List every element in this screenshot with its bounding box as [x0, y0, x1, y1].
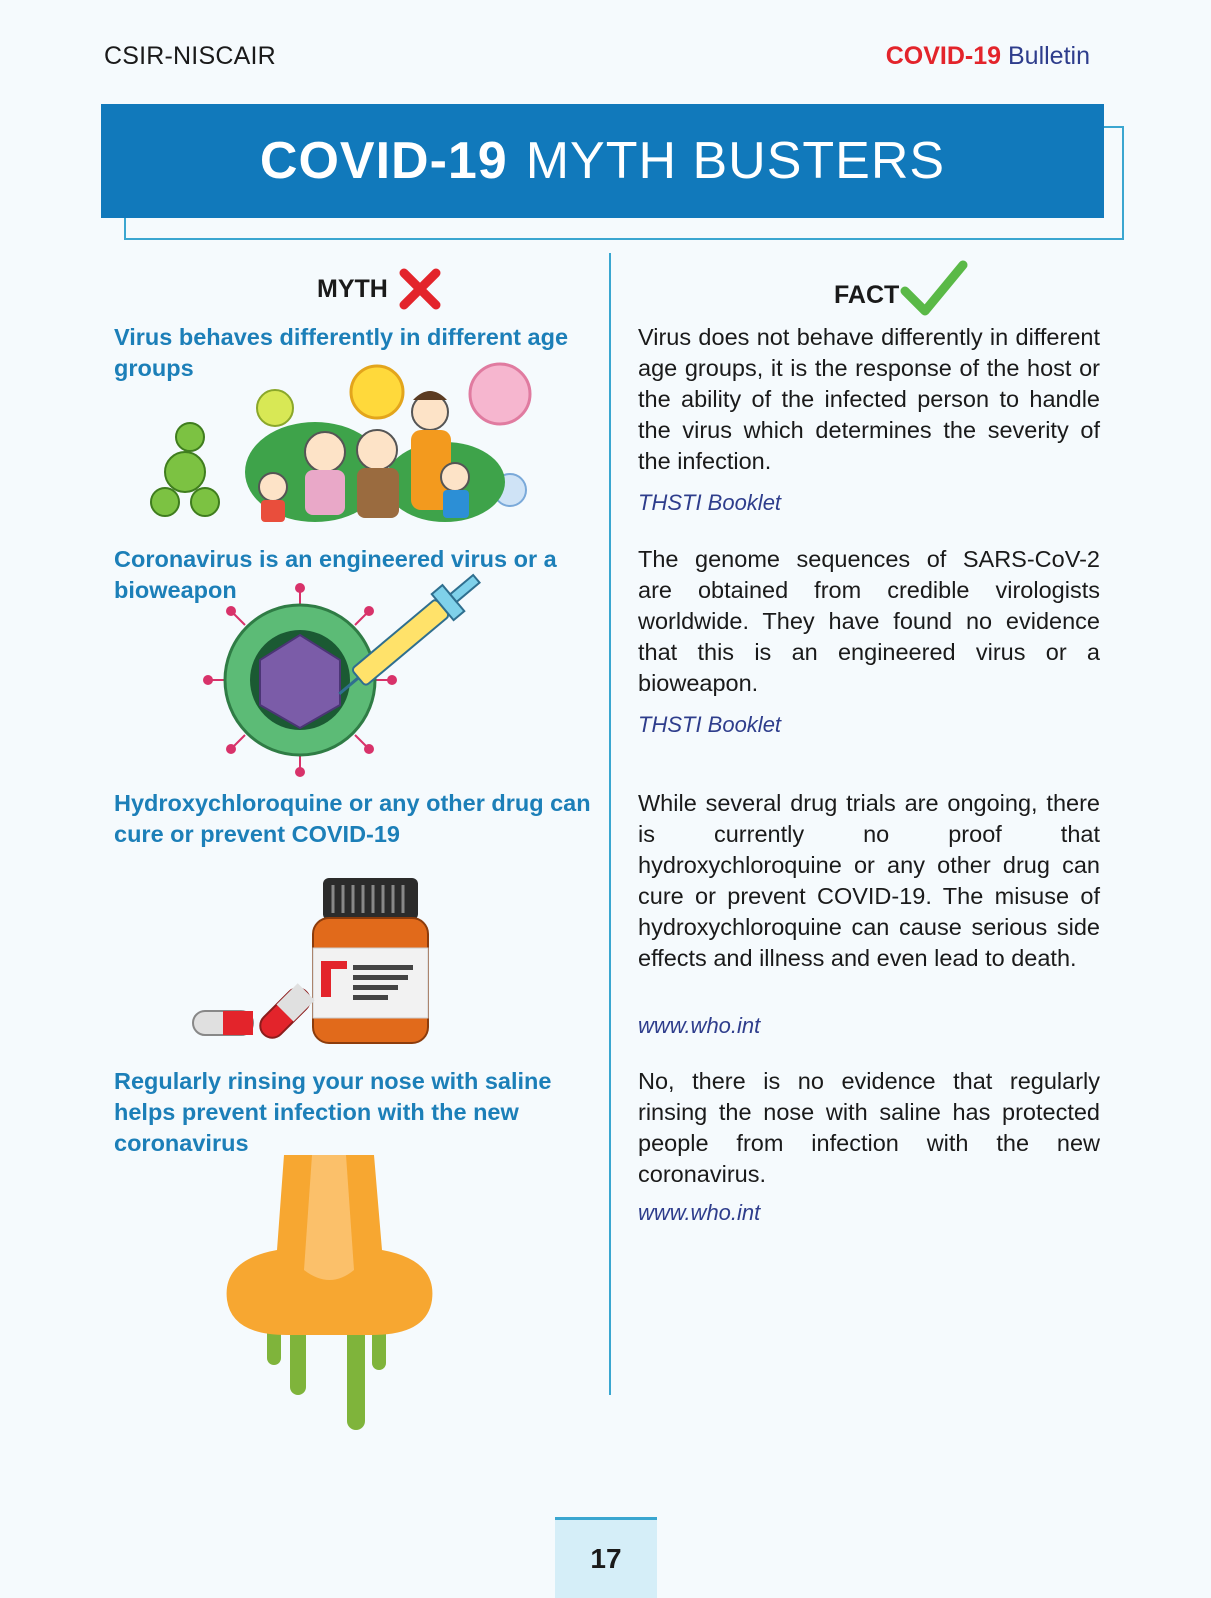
pill-bottle-illustration: [193, 873, 443, 1053]
nose-illustration: [222, 1150, 437, 1430]
fact-source: THSTI Booklet: [638, 490, 782, 515]
page-title-banner: [101, 104, 1104, 218]
myth-label: MYTH: [317, 274, 388, 303]
fact-column-header: [834, 267, 967, 323]
fact-text: The genome sequences of SARS-CoV-2 are obtained from credible virologists worldwide. They have found no evidence that this is an engineered virus or a bioweapon.: [638, 546, 1100, 696]
check-icon: [901, 261, 967, 317]
bulletin-covid-label: COVID-19: [885, 42, 1002, 70]
fact-source: THSTI Booklet: [638, 712, 782, 737]
fact-text: No, there is no evidence that regularly rinsing the nose with saline has protected people from infection with the new coronavirus.: [638, 1068, 1100, 1187]
myth-text: Coronavirus is an engineered virus or a bioweapon: [114, 546, 557, 603]
myth-column-header: [317, 267, 442, 311]
fact-text: Virus does not behave differently in different age groups, it is the response of the host or the ability of the infected person to handle the virus which determines the severity of the infection.: [638, 324, 1100, 474]
myth-text: Regularly rinsing your nose with saline helps prevent infection with the new coronavirus: [114, 1068, 552, 1156]
family-and-viruses-illustration: [145, 352, 545, 532]
fact-source: www.who.int: [638, 1013, 761, 1038]
fact-source: www.who.int: [638, 1200, 761, 1225]
bulletin-word: Bulletin: [1008, 42, 1090, 70]
publisher-name: CSIR-NISCAIR: [104, 42, 276, 70]
myth-text: Virus behaves differently in different age groups: [114, 324, 569, 381]
fact-label: FACT: [834, 280, 900, 309]
column-divider: [609, 253, 611, 1395]
myth-text: Hydroxychloroquine or any other drug can cure or prevent COVID-19: [114, 790, 591, 847]
fact-text: While several drug trials are ongoing, there is currently no proof that hydroxychloroquine or any other drug can cure or prevent COVID-19. The misuse of hydroxychloroquine can cause serious side effects and illness and even lead to death.: [638, 790, 1100, 971]
bulletin-title: [886, 42, 1090, 71]
cross-icon: [398, 267, 442, 311]
virus-syringe-illustration: [205, 570, 505, 790]
page-number: 17: [555, 1517, 657, 1598]
title-bold: COVID-19: [259, 132, 508, 190]
title-rest: MYTH BUSTERS: [525, 132, 946, 190]
